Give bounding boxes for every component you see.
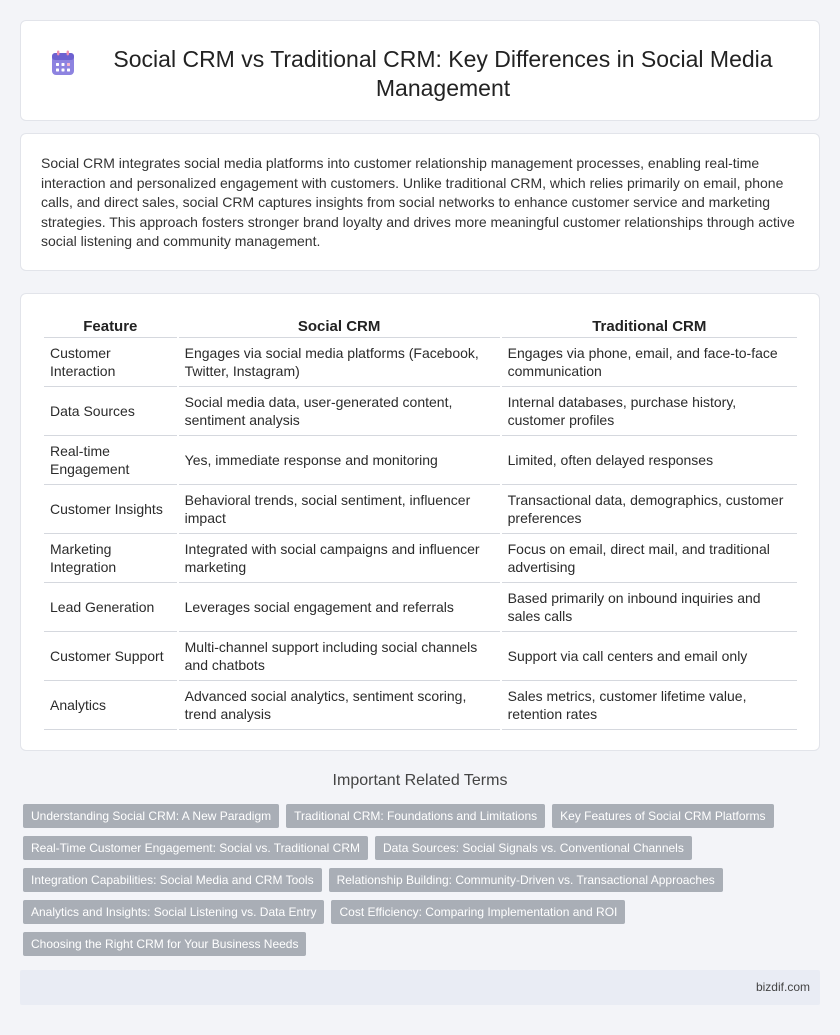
related-term-link[interactable]: Choosing the Right CRM for Your Business Needs xyxy=(23,932,306,956)
traditional-crm-cell: Focus on email, direct mail, and traditional advertising xyxy=(502,534,797,583)
related-term-link[interactable]: Understanding Social CRM: A New Paradigm xyxy=(23,804,279,828)
social-crm-cell: Behavioral trends, social sentiment, influencer impact xyxy=(179,485,500,534)
table-row xyxy=(44,436,797,485)
intro-paragraph: Social CRM integrates social media platforms into customer relationship management processes, enabling real-time interaction and personalized engagement with customers. Unlike traditional CRM, which relies primarily on email, phone calls, and direct sales, social CRM captures insights from social networks to enhance customer service and marketing strategies. This approach fosters stronger brand loyalty and drives more meaningful customer relationships through active social listening and community management. xyxy=(41,155,795,250)
related-term-link[interactable]: Relationship Building: Community-Driven vs. Transactional Approaches xyxy=(329,868,723,892)
feature-cell: Data Sources xyxy=(44,387,177,436)
social-crm-cell: Social media data, user-generated content, sentiment analysis xyxy=(179,387,500,436)
related-term-link[interactable]: Analytics and Insights: Social Listening vs. Data Entry xyxy=(23,900,324,924)
header-feature: Feature xyxy=(44,314,177,338)
table-row xyxy=(44,534,797,583)
traditional-crm-cell: Internal databases, purchase history, customer profiles xyxy=(502,387,797,436)
related-term-link[interactable]: Real-Time Customer Engagement: Social vs. Traditional CRM xyxy=(23,836,368,860)
feature-cell: Lead Generation xyxy=(44,583,177,632)
related-term-link[interactable]: Integration Capabilities: Social Media and CRM Tools xyxy=(23,868,322,892)
social-crm-cell: Multi-channel support including social channels and chatbots xyxy=(179,632,500,681)
social-crm-cell: Engages via social media platforms (Facebook, Twitter, Instagram) xyxy=(179,338,500,387)
intro-card xyxy=(20,133,820,271)
table-row xyxy=(44,681,797,730)
related-term-link[interactable]: Data Sources: Social Signals vs. Conventional Channels xyxy=(375,836,692,860)
traditional-crm-cell: Support via call centers and email only xyxy=(502,632,797,681)
comparison-table xyxy=(42,314,799,730)
footer-site-link[interactable]: bizdif.com xyxy=(755,980,810,994)
table-row xyxy=(44,485,797,534)
feature-cell: Real-time Engagement xyxy=(44,436,177,485)
table-header-row xyxy=(44,314,797,338)
table-row xyxy=(44,583,797,632)
table-row xyxy=(44,632,797,681)
footer-bar xyxy=(20,970,820,1005)
social-crm-cell: Yes, immediate response and monitoring xyxy=(179,436,500,485)
header-social-crm: Social CRM xyxy=(179,314,500,338)
related-term-link[interactable]: Cost Efficiency: Comparing Implementation and ROI xyxy=(331,900,625,924)
table-row xyxy=(44,338,797,387)
related-terms-title: Important Related Terms xyxy=(332,772,508,789)
feature-cell: Customer Support xyxy=(44,632,177,681)
feature-cell: Analytics xyxy=(44,681,177,730)
traditional-crm-cell: Sales metrics, customer lifetime value, retention rates xyxy=(502,681,797,730)
social-crm-cell: Integrated with social campaigns and influencer marketing xyxy=(179,534,500,583)
social-crm-cell: Advanced social analytics, sentiment scoring, trend analysis xyxy=(179,681,500,730)
table-row xyxy=(44,387,797,436)
traditional-crm-cell: Based primarily on inbound inquiries and sales calls xyxy=(502,583,797,632)
traditional-crm-cell: Engages via phone, email, and face-to-face communication xyxy=(502,338,797,387)
title-card xyxy=(20,20,820,121)
related-term-link[interactable]: Key Features of Social CRM Platforms xyxy=(552,804,773,828)
related-term-link[interactable]: Traditional CRM: Foundations and Limitations xyxy=(286,804,545,828)
feature-cell: Marketing Integration xyxy=(44,534,177,583)
comparison-table-card xyxy=(20,293,820,751)
header-traditional-crm: Traditional CRM xyxy=(502,314,797,338)
related-terms-list xyxy=(23,804,803,956)
feature-cell: Customer Insights xyxy=(44,485,177,534)
calendar-icon xyxy=(51,50,75,76)
social-crm-cell: Leverages social engagement and referrals xyxy=(179,583,500,632)
feature-cell: Customer Interaction xyxy=(44,338,177,387)
traditional-crm-cell: Transactional data, demographics, customer preferences xyxy=(502,485,797,534)
traditional-crm-cell: Limited, often delayed responses xyxy=(502,436,797,485)
page-title: Social CRM vs Traditional CRM: Key Differences in Social Media Management xyxy=(113,46,773,101)
